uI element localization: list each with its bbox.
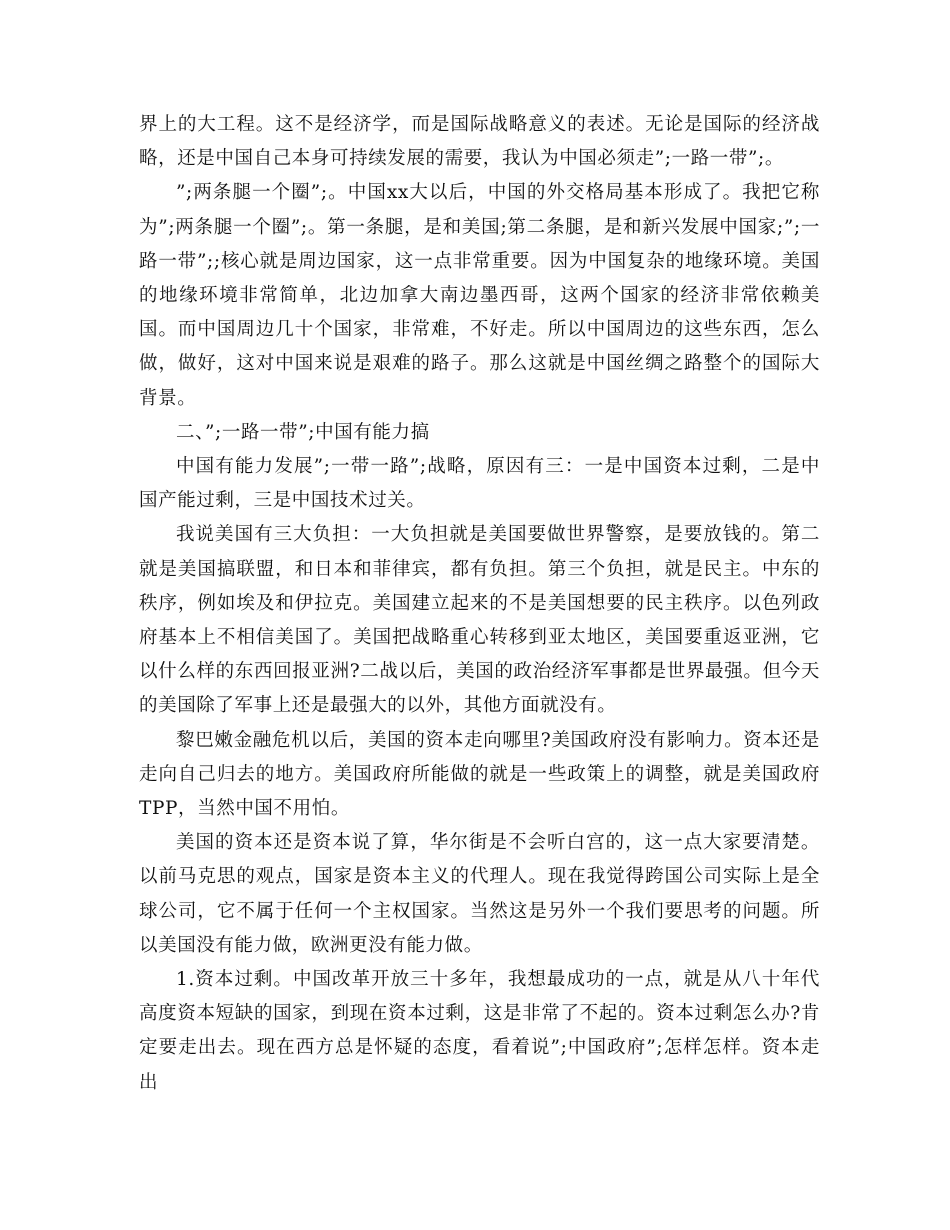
paragraph-7: 美国的资本还是资本说了算，华尔街是不会听白宫的，这一点大家要清楚。以前马克思的观点，国家是资本主义的代理人。现在我觉得跨国公司实际上是全球公司，它不属于任何一个主权国家。当然这是另外一个我们要思考的问题。所以美国没有能力做，欧洲更没有能力做。: [139, 832, 820, 956]
paragraph-6: 黎巴嫩金融危机以后，美国的资本走向哪里?美国政府没有影响力。资本还是走向自己归去的地方。美国政府所能做的就是一些政策上的调整，就是美国政府TPP，当然中国不用怕。: [139, 729, 820, 820]
document-body: [139, 108, 820, 1100]
paragraph-2: ”;两条腿一个圈”;。中国xx大以后，中国的外交格局基本形成了。我把它称为”;两条腿一个圈”;。第一条腿，是和美国;第二条腿，是和新兴发展中国家;”;一路一带”;;核心就是周边国家，这一点非常重要。因为中国复杂的地缘环境。美国的地缘环境非常简单，北边加拿大南边墨西哥，这两个国家的经济非常依赖美国。而中国周边几十个国家，非常难，不好走。所以中国周边的这些东西，怎么做，做好，这对中国来说是艰难的路子。那么这就是中国丝绸之路整个的国际大背景。: [139, 182, 820, 409]
section-heading-2: 二、”;一路一带”;中国有能力搞: [176, 421, 430, 443]
paragraph-4: 中国有能力发展”;一带一路”;战略，原因有三：一是中国资本过剩，二是中国产能过剩，三是中国技术过关。: [139, 456, 820, 512]
paragraph-1: 界上的大工程。这不是经济学，而是国际战略意义的表述。无论是国际的经济战略，还是中国自己本身可持续发展的需要，我认为中国必须走”;一路一带”;。: [139, 114, 820, 170]
paragraph-8: 1.资本过剩。中国改革开放三十多年，我想最成功的一点，就是从八十年代高度资本短缺的国家，到现在资本过剩，这是非常了不起的。资本过剩怎么办?肯定要走出去。现在西方总是怀疑的态度，看着说”;中国政府”;怎样怎样。资本走出: [139, 969, 820, 1093]
paragraph-5: 我说美国有三大负担：一大负担就是美国要做世界警察，是要放钱的。第二就是美国搞联盟，和日本和菲律宾，都有负担。第三个负担，就是民主。中东的秩序，例如埃及和伊拉克。美国建立起来的不是美国想要的民主秩序。以色列政府基本上不相信美国了。美国把战略重心转移到亚太地区，美国要重返亚洲，它以什么样的东西回报亚洲?二战以后，美国的政治经济军事都是世界最强。但今天的美国除了军事上还是最强大的以外，其他方面就没有。: [139, 524, 820, 717]
